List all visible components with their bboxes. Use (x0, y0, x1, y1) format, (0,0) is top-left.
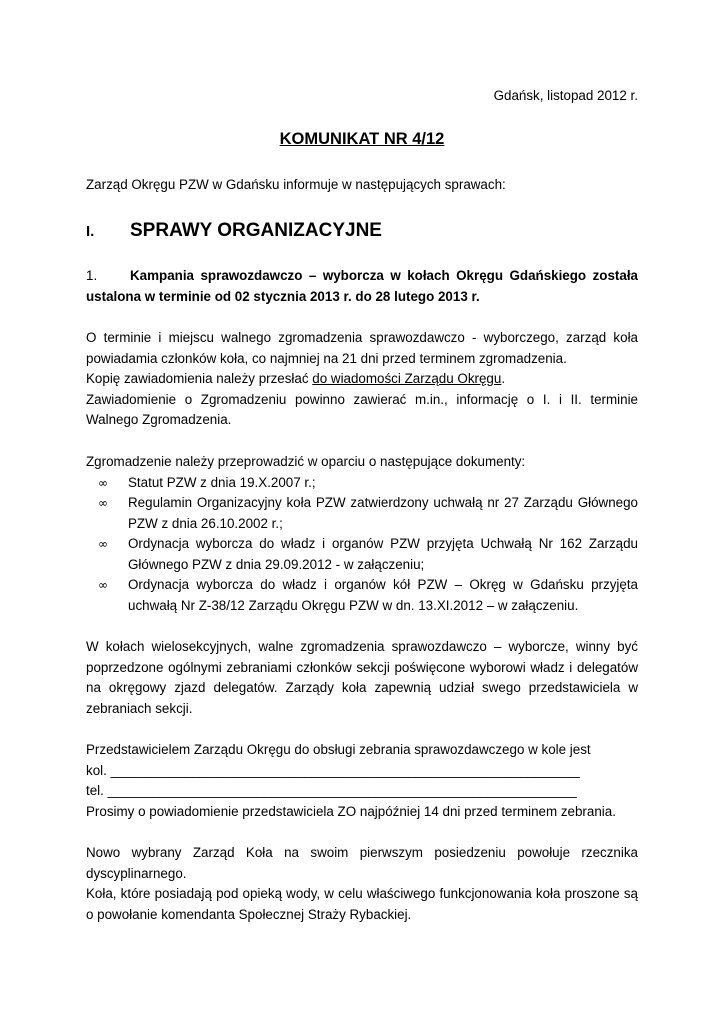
board-paragraph (86, 843, 638, 925)
section-title: SPRAWY ORGANIZACYJNE (130, 220, 382, 241)
list-item (98, 493, 638, 534)
item-1-text: Kampania sprawozdawczo – wyborcza w kołach Okręgu Gdańskiego została ustalona w terminie od 02 stycznia 2013 r. do 28 lutego 2013 r. (86, 268, 638, 304)
list-item (98, 534, 638, 575)
board-sentence-1: Nowo wybrany Zarząd Koła na swoim pierwszym posiedzeniu powołuje rzecznika dyscyplinarnego. (86, 845, 638, 881)
intro-paragraph: Zarząd Okręgu PZW w Gdańsku informuje w następujących sprawach: (86, 177, 506, 192)
list-item (98, 575, 638, 616)
infinity-bullet-icon: ∞ (98, 578, 108, 592)
section-number: I. (86, 223, 95, 240)
infinity-bullet-icon: ∞ (98, 496, 108, 510)
notice-underlined-phrase: do wiadomości Zarządu Okręgu (312, 371, 502, 386)
section-heading (86, 219, 382, 244)
list-item-text: Statut PZW z dnia 19.X.2007 r.; (128, 474, 316, 490)
representative-line: Przedstawicielem Zarządu Okręgu do obsługi zebrania sprawozdawczego w kole jest (86, 742, 591, 757)
notice-sentence-2-text: Kopię zawiadomienia należy przesłać (86, 371, 313, 386)
multisection-text: W kołach wielosekcyjnych, walne zgromadzenia sprawozdawczo – wyborcze, winny być poprzedzone ogólnymi zebraniami członków sekcji poświęcone wyborowi władz i delegatów na okręgowy zjazd delegatów. Zarządy koła zapewnią udział swego przedstawiciela w zebraniach sekcji. (86, 639, 638, 716)
notice-sentence-1: O terminie i miejscu walnego zgromadzenia sprawozdawczo - wyborczego, zarząd koła powiadamia członków koła, co najmniej na 21 dni przed terminem zgromadzenia. (86, 330, 638, 366)
notice-sentence-3: Zawiadomienie o Zgromadzeniu powinno zawierać m.in., informację o I. i II. terminie Walnego Zgromadzenia. (86, 391, 638, 427)
list-item-text: Regulamin Organizacyjny koła PZW zatwierdzony uchwałą nr 27 Zarządu Głównego PZW z dnia 26.10.2002 r.; (128, 495, 638, 531)
notice-paragraph (86, 328, 638, 431)
notice-sentence-2-end: . (501, 371, 506, 386)
document-title: KOMUNIKAT NR 4/12 (279, 130, 445, 148)
documents-lead: Zgromadzenie należy przeprowadzić w oparciu o następujące dokumenty: (86, 454, 526, 469)
representative-notice: Prosimy o powiadomienie przedstawiciela ZO najpóźniej 14 dni przed terminem zebrania. (86, 803, 616, 819)
documents-section (86, 452, 638, 616)
infinity-bullet-icon: ∞ (98, 537, 108, 551)
document-date: Gdańsk, listopad 2012 r. (493, 88, 638, 103)
list-item-text: Ordynacja wyborcza do władz i organów PZW przyjęta Uchwałą Nr 162 Zarządu Głównego PZW z dnia 29.09.2012 - w załączeniu; (128, 536, 638, 572)
representative-phone-field: tel. _______________________________________________________________ (86, 783, 577, 798)
representative-section (86, 740, 638, 822)
notice-sentence-2 (86, 369, 638, 390)
list-item (98, 473, 638, 494)
representative-name-field: kol. _______________________________________________________________ (86, 762, 580, 778)
infinity-bullet-icon: ∞ (98, 475, 108, 490)
list-item-text: Ordynacja wyborcza do władz i organów kół PZW – Okręg w Gdańsku przyjęta uchwałą Nr Z-38/12 Zarządu Okręgu PZW w dn. 13.XI.2012 – w załączeniu. (128, 577, 638, 613)
documents-list (86, 473, 638, 617)
item-1 (86, 266, 638, 307)
multisection-paragraph (86, 637, 638, 719)
item-1-number: 1. (86, 268, 98, 283)
board-sentence-2: Koła, które posiadają pod opieką wody, w celu właściwego funkcjonowania koła proszone są o powołanie komendanta Społecznej Straży Rybackiej. (86, 886, 638, 922)
